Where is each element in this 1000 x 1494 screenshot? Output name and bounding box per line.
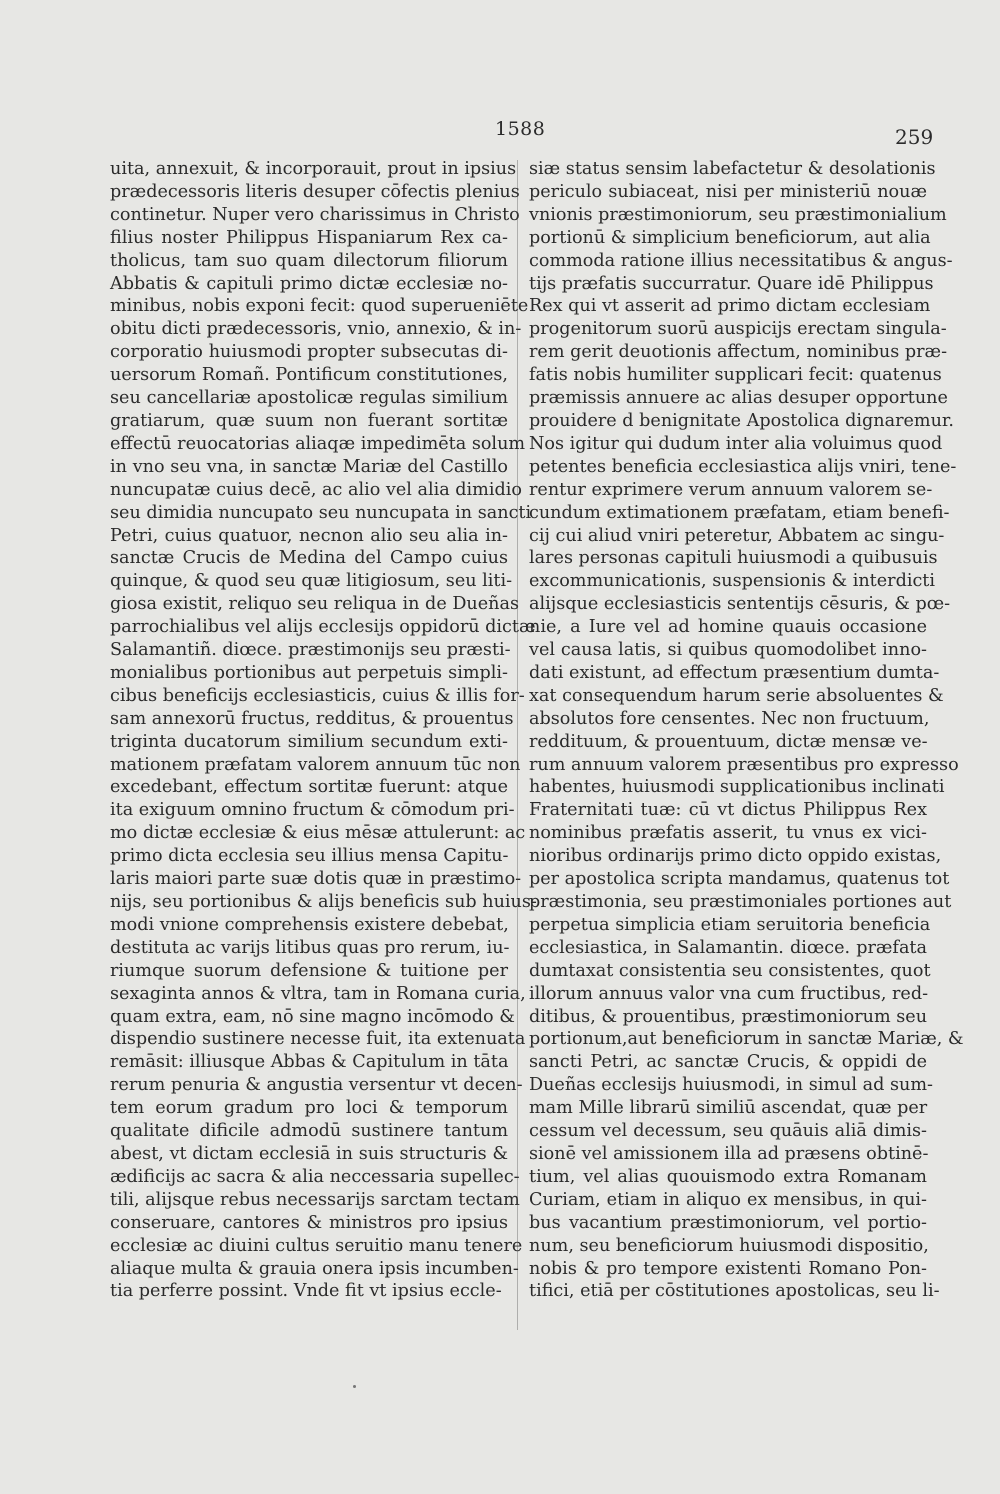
text-line: rentur exprimere verum annuum valorem se-	[529, 479, 933, 500]
text-line: gratiarum, quæ suum non fuerant sortitæ	[110, 410, 508, 431]
text-line: riumque suorum defensione & tuitione per	[110, 960, 508, 981]
text-line: perpetua simplicia etiam seruitoria beneficia	[529, 914, 931, 935]
text-line: quinque, & quod seu quæ litigiosum, seu liti-	[110, 571, 513, 592]
right-text-column	[529, 158, 964, 1303]
text-line: nominibus præfatis asserit, tu vnus ex vici-	[529, 823, 927, 844]
text-line: modi vnione comprehensis existere debebat,	[110, 914, 509, 935]
column-divider	[517, 160, 518, 1330]
text-line: portionum,aut beneficiorum in sanctæ Mariæ, &	[529, 1029, 964, 1050]
text-line: sancti Petri, ac sanctæ Crucis, & oppidi de	[529, 1052, 927, 1073]
text-line: destituta ac varijs litibus quas pro rerum, iu-	[110, 937, 510, 958]
text-line: giosa existit, reliquo seu reliqua in de Dueñas	[110, 594, 520, 615]
text-line: mam Mille librarū similiū ascendat, quæ per	[529, 1098, 928, 1119]
page-header	[0, 0, 1000, 160]
text-line: lares personas capituli huiusmodi a quibusuis	[529, 548, 938, 569]
text-line: Fraternitati tuæ: cū vt dictus Philippus Rex	[529, 800, 927, 821]
text-line: cundum extimationem præfatam, etiam benefi-	[529, 502, 950, 523]
text-line: dispendio sustinere necesse fuit, ita extenuata	[110, 1029, 526, 1050]
text-line: rum annuum valorem præsentibus pro expresso	[529, 754, 959, 775]
text-line: prouidere d benignitate Apostolica dignaremur.	[529, 410, 954, 431]
text-line: nijs, seu portionibus & alijs beneficis sub huius-	[110, 892, 537, 912]
text-line: aliaque multa & grauia onera ipsis incumben-	[110, 1258, 519, 1279]
text-line: Salamantiñ. diœce. præstimonijs seu præsti-	[110, 640, 511, 661]
text-line: mationem præfatam valorem annuum tūc non	[110, 754, 521, 775]
text-line: excommunicationis, suspensionis & interdicti	[529, 571, 936, 592]
text-line: seu cancellariæ apostolicæ regulas similium	[110, 388, 508, 409]
text-line: ædificijs ac sacra & alia neccessaria supellec-	[110, 1166, 520, 1187]
text-line: Abbatis & capituli primo dictæ ecclesiæ no-	[110, 273, 508, 294]
text-line: corporatio huiusmodi propter subsecutas di-	[110, 342, 508, 363]
text-line: nobis & pro tempore existenti Romano Pon-	[529, 1258, 927, 1279]
text-line: abest, vt dictam ecclesiā in suis structuris &	[110, 1143, 508, 1164]
text-line: mo dictæ ecclesiæ & eius mēsæ attulerunt: ac	[110, 823, 526, 844]
text-line: progenitorum suorū auspicijs erectam singula-	[529, 319, 947, 340]
text-line: in vno seu vna, in sanctæ Mariæ del Castillo	[110, 456, 508, 477]
text-line: minibus, nobis exponi fecit: quod superueniēte	[110, 296, 529, 317]
text-line: remāsit: illiusque Abbas & Capitulum in tāta	[110, 1052, 509, 1073]
text-line: sexaginta annos & vltra, tam in Romana curia,	[110, 983, 526, 1004]
text-line: siæ status sensim labefactetur & desolationis	[529, 159, 936, 179]
text-line: ita exiguum omnino fructum & cōmodum pri-	[110, 800, 515, 821]
text-line: quam extra, eam, nō sine magno incōmodo &	[110, 1006, 515, 1027]
text-line: fatis nobis humiliter supplicari fecit: quatenus	[529, 365, 942, 386]
text-line: xat consequendum harum serie absoluentes &	[529, 685, 944, 706]
text-line: nuncupatæ cuius decē, ac alio vel alia dimidio	[110, 479, 522, 500]
text-line: tijs præfatis succurratur. Quare idē Philippus	[529, 273, 934, 294]
text-line: tium, vel alias quouismodo extra Romanam	[529, 1166, 927, 1187]
text-line: sionē vel amissionem illa ad præsens obtinē-	[529, 1143, 929, 1164]
left-text-column	[110, 158, 537, 1303]
text-line: alijsque ecclesiasticis sententijs cēsuris, & pœ-	[529, 594, 951, 615]
text-line: Petri, cuius quatuor, necnon alio seu alia in-	[110, 525, 508, 546]
text-line: tholicus, tam suo quam dilectorum filiorum	[110, 250, 508, 271]
running-head-year: 1588	[495, 118, 546, 140]
text-line: nioribus ordinarijs primo dicto oppido existas,	[529, 846, 942, 867]
text-line: sanctæ Crucis de Medina del Campo cuius	[110, 548, 508, 569]
text-line: Curiam, etiam in aliquo ex mensibus, in qui-	[529, 1189, 927, 1210]
text-line: continetur. Nuper vero charissimus in Christo	[110, 204, 520, 225]
text-line: per apostolica scripta mandamus, quatenus tot	[529, 869, 950, 890]
text-line: num, seu beneficiorum huiusmodi dispositio,	[529, 1235, 929, 1256]
text-line: uita, annexuit, & incorporauit, prout in ipsius	[110, 159, 517, 179]
text-line: excedebant, effectum sortitæ fuerunt: atque	[110, 777, 508, 798]
text-line: habentes, huiusmodi supplicationibus inclinati	[529, 777, 945, 798]
text-line: præstimonia, seu præstimoniales portiones aut	[529, 892, 952, 912]
text-line: periculo subiaceat, nisi per ministeriū nouæ	[529, 181, 927, 202]
text-line: obitu dicti prædecessoris, vnio, annexio, & in-	[110, 319, 522, 340]
text-line: portionū & simplicium beneficiorum, aut alia	[529, 227, 931, 248]
page-number: 259	[895, 125, 934, 149]
text-line: cessum vel decessum, seu quāuis aliā dimis-	[529, 1121, 927, 1142]
text-line: vel causa latis, si quibus quomodolibet inno-	[529, 640, 927, 661]
text-line: cibus beneficijs ecclesiasticis, cuius & illis for-	[110, 685, 525, 706]
text-line: uersorum Romañ. Pontificum constitutiones,	[110, 365, 508, 386]
text-line: tia perferre possint. Vnde fit vt ipsius eccle-	[110, 1281, 502, 1302]
text-line: parrochialibus vel alijs ecclesijs oppidorū dictæ	[110, 617, 536, 638]
text-line: rerum penuria & angustia versentur vt decen-	[110, 1075, 523, 1096]
text-line: monialibus portionibus aut perpetuis simpli-	[110, 662, 508, 683]
text-line: petentes beneficia ecclesiastica alijs vniri, tene-	[529, 456, 957, 477]
text-line: Rex qui vt asserit ad primo dictam ecclesiam	[529, 296, 931, 317]
text-line: præmissis annuere ac alias desuper opportune	[529, 388, 948, 409]
text-line: triginta ducatorum similium secundum exti-	[110, 731, 508, 752]
text-line: conseruare, cantores & ministros pro ipsius	[110, 1212, 508, 1233]
text-line: illorum annuus valor vna cum fructibus, red-	[529, 983, 929, 1004]
text-line: commoda ratione illius necessitatibus & angus-	[529, 250, 953, 271]
text-line: ecclesiastica, in Salamantin. diœce. præfata	[529, 937, 927, 958]
text-line: tili, alijsque rebus necessarijs sarctam tectam	[110, 1189, 520, 1210]
text-line: filius noster Philippus Hispaniarum Rex ca-	[110, 227, 508, 248]
text-line: tem eorum gradum pro loci & temporum	[110, 1098, 508, 1119]
text-line: qualitate dificile admodū sustinere tantum	[110, 1121, 508, 1142]
text-line: Nos igitur qui dudum inter alia voluimus quod	[529, 433, 943, 454]
paper-speck	[353, 1385, 356, 1388]
text-line: bus vacantium præstimoniorum, vel portio-	[529, 1212, 927, 1233]
text-line: dati existunt, ad effectum præsentium dumta-	[529, 662, 940, 683]
text-line: primo dicta ecclesia seu illius mensa Capitu-	[110, 846, 509, 867]
text-line: absolutos fore censentes. Nec non fructuum,	[529, 708, 930, 729]
text-line: sam annexorū fructus, redditus, & prouentus	[110, 708, 514, 729]
text-line: tifici, etiā per cōstitutiones apostolicas, seu li-	[529, 1281, 940, 1302]
text-line: dumtaxat consistentia seu consistentes, quot	[529, 960, 931, 981]
text-line: vnionis præstimoniorum, seu præstimonialium	[529, 204, 947, 225]
text-line: ecclesiæ ac diuini cultus seruitio manu tenere	[110, 1235, 523, 1256]
text-line: effectū reuocatorias aliaqæ impedimēta solum	[110, 433, 526, 454]
text-line: rem gerit deuotionis affectum, nominibus præ-	[529, 342, 948, 363]
text-line: prædecessoris literis desuper cōfectis plenius	[110, 181, 520, 202]
text-line: nie, a Iure vel ad homine quauis occasione	[529, 617, 927, 638]
text-line: cij cui aliud vniri peteretur, Abbatem ac singu-	[529, 525, 945, 546]
text-line: laris maiori parte suæ dotis quæ in præstimo-	[110, 869, 522, 890]
text-line: reddituum, & prouentuum, dictæ mensæ ve-	[529, 731, 928, 752]
text-line: ditibus, & prouentibus, præstimoniorum seu	[529, 1006, 928, 1027]
text-line: seu dimidia nuncupato seu nuncupata in sancti	[110, 502, 532, 523]
text-line: Dueñas ecclesijs huiusmodi, in simul ad sum-	[529, 1075, 933, 1096]
